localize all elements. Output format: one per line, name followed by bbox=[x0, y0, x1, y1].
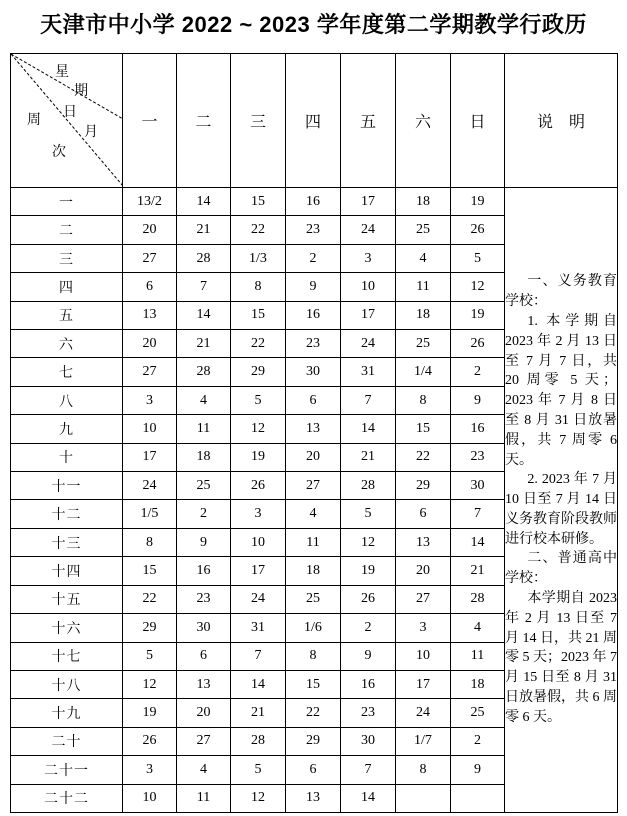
date-cell: 3 bbox=[396, 614, 451, 642]
date-cell: 2 bbox=[177, 500, 231, 528]
date-cell: 27 bbox=[123, 244, 177, 272]
date-cell: 13 bbox=[286, 784, 341, 812]
date-cell: 22 bbox=[231, 330, 286, 358]
date-cell: 20 bbox=[396, 557, 451, 585]
date-cell: 14 bbox=[177, 301, 231, 329]
date-cell: 15 bbox=[286, 670, 341, 698]
week-number-label: 七 bbox=[11, 358, 123, 386]
date-cell: 15 bbox=[396, 415, 451, 443]
notes-header: 说 明 bbox=[505, 54, 618, 188]
date-cell: 4 bbox=[451, 614, 505, 642]
date-cell: 30 bbox=[341, 727, 396, 755]
corner-cell bbox=[11, 54, 123, 188]
date-cell: 6 bbox=[286, 386, 341, 414]
date-cell: 24 bbox=[123, 472, 177, 500]
date-cell: 20 bbox=[286, 443, 341, 471]
date-cell: 1/4 bbox=[396, 358, 451, 386]
date-cell: 18 bbox=[396, 301, 451, 329]
week-number-label: 二十 bbox=[11, 727, 123, 755]
date-cell: 11 bbox=[396, 273, 451, 301]
date-cell: 6 bbox=[123, 273, 177, 301]
date-cell: 13 bbox=[286, 415, 341, 443]
date-cell: 3 bbox=[341, 244, 396, 272]
date-cell: 8 bbox=[286, 642, 341, 670]
date-cell: 2 bbox=[341, 614, 396, 642]
week-number-label: 四 bbox=[11, 273, 123, 301]
date-cell: 11 bbox=[286, 528, 341, 556]
notes-cell bbox=[505, 188, 618, 813]
date-cell: 15 bbox=[231, 188, 286, 216]
week-number-label: 十二 bbox=[11, 500, 123, 528]
week-number-label: 二十一 bbox=[11, 756, 123, 784]
week-number-label: 三 bbox=[11, 244, 123, 272]
corner-label-week-char: 次 bbox=[52, 145, 66, 160]
date-cell: 1/6 bbox=[286, 614, 341, 642]
date-cell: 21 bbox=[177, 216, 231, 244]
date-cell: 8 bbox=[396, 756, 451, 784]
date-cell: 26 bbox=[123, 727, 177, 755]
date-cell: 22 bbox=[286, 699, 341, 727]
date-cell: 28 bbox=[177, 358, 231, 386]
date-cell: 22 bbox=[396, 443, 451, 471]
date-cell: 1/5 bbox=[123, 500, 177, 528]
date-cell: 12 bbox=[231, 415, 286, 443]
week-number-label: 十 bbox=[11, 443, 123, 471]
date-cell: 19 bbox=[231, 443, 286, 471]
week-number-label: 二 bbox=[11, 216, 123, 244]
page-title: 天津市中小学 2022 ~ 2023 学年度第二学期教学行政历 bbox=[40, 12, 587, 37]
date-cell: 9 bbox=[451, 386, 505, 414]
date-cell: 14 bbox=[341, 784, 396, 812]
date-cell: 7 bbox=[231, 642, 286, 670]
day-header-tue: 二 bbox=[177, 54, 231, 188]
date-cell: 30 bbox=[286, 358, 341, 386]
date-cell: 12 bbox=[231, 784, 286, 812]
date-cell: 26 bbox=[231, 472, 286, 500]
corner-label-date-char: 月 bbox=[84, 125, 98, 140]
date-cell: 24 bbox=[396, 699, 451, 727]
date-cell: 13 bbox=[396, 528, 451, 556]
date-cell: 18 bbox=[396, 188, 451, 216]
date-cell: 25 bbox=[451, 699, 505, 727]
date-cell: 26 bbox=[451, 216, 505, 244]
date-cell: 3 bbox=[231, 500, 286, 528]
date-cell: 25 bbox=[286, 585, 341, 613]
day-header-sat: 六 bbox=[396, 54, 451, 188]
corner-label-weekday-char: 星 bbox=[55, 65, 69, 80]
date-cell: 19 bbox=[341, 557, 396, 585]
date-cell: 20 bbox=[123, 330, 177, 358]
day-header-wed: 三 bbox=[231, 54, 286, 188]
date-cell: 26 bbox=[451, 330, 505, 358]
week-number-label: 十五 bbox=[11, 585, 123, 613]
date-cell: 27 bbox=[123, 358, 177, 386]
header-row bbox=[11, 54, 618, 188]
date-cell: 25 bbox=[396, 216, 451, 244]
date-cell: 3 bbox=[123, 386, 177, 414]
date-cell bbox=[396, 784, 451, 812]
date-cell: 30 bbox=[451, 472, 505, 500]
date-cell: 4 bbox=[396, 244, 451, 272]
note-paragraph: 2. 2023 年 7 月 10 日至 7 月 14 日义务教育阶段教师进行校本研修。 bbox=[505, 472, 617, 547]
date-cell: 16 bbox=[341, 670, 396, 698]
date-cell: 31 bbox=[341, 358, 396, 386]
date-cell: 1/3 bbox=[231, 244, 286, 272]
date-cell: 8 bbox=[396, 386, 451, 414]
week-number-label: 十四 bbox=[11, 557, 123, 585]
date-cell: 25 bbox=[396, 330, 451, 358]
date-cell: 10 bbox=[396, 642, 451, 670]
date-cell: 19 bbox=[451, 188, 505, 216]
date-cell: 23 bbox=[451, 443, 505, 471]
date-cell: 21 bbox=[177, 330, 231, 358]
date-cell: 23 bbox=[286, 216, 341, 244]
date-cell: 29 bbox=[396, 472, 451, 500]
date-cell: 17 bbox=[396, 670, 451, 698]
date-cell: 11 bbox=[177, 784, 231, 812]
date-cell: 9 bbox=[177, 528, 231, 556]
date-cell: 7 bbox=[451, 500, 505, 528]
date-cell: 5 bbox=[231, 756, 286, 784]
date-cell: 27 bbox=[177, 727, 231, 755]
date-cell: 6 bbox=[396, 500, 451, 528]
date-cell: 8 bbox=[231, 273, 286, 301]
date-cell: 10 bbox=[123, 784, 177, 812]
calendar-week-row bbox=[11, 188, 618, 216]
date-cell: 12 bbox=[123, 670, 177, 698]
date-cell: 4 bbox=[177, 386, 231, 414]
note-paragraph: 一、义务教育学校： bbox=[505, 274, 617, 310]
date-cell: 21 bbox=[231, 699, 286, 727]
date-cell: 28 bbox=[451, 585, 505, 613]
date-cell: 6 bbox=[177, 642, 231, 670]
week-number-label: 十九 bbox=[11, 699, 123, 727]
date-cell: 14 bbox=[341, 415, 396, 443]
date-cell: 7 bbox=[341, 756, 396, 784]
date-cell: 2 bbox=[451, 727, 505, 755]
date-cell: 9 bbox=[286, 273, 341, 301]
date-cell: 15 bbox=[123, 557, 177, 585]
day-header-fri: 五 bbox=[341, 54, 396, 188]
week-number-label: 十三 bbox=[11, 528, 123, 556]
date-cell: 1/7 bbox=[396, 727, 451, 755]
date-cell: 21 bbox=[341, 443, 396, 471]
week-number-label: 十一 bbox=[11, 472, 123, 500]
date-cell: 16 bbox=[451, 415, 505, 443]
date-cell: 29 bbox=[286, 727, 341, 755]
date-cell: 9 bbox=[341, 642, 396, 670]
date-cell: 5 bbox=[451, 244, 505, 272]
note-paragraph: 1. 本学期自 2023 年 2 月 13 日至 7 月 7 日，共 20 周零 5 天；2023 年 7 月 8 日至 8 月 31 日放暑假，共 7 周零 6 天。 bbox=[505, 313, 617, 468]
corner-label-week-char: 周 bbox=[27, 113, 41, 128]
date-cell: 18 bbox=[177, 443, 231, 471]
note-paragraph: 本学期自 2023 年 2 月 13 日至 7 月 14 日，共 21 周零 5 天；2023 年 7 月 15 日至 8 月 31 日放暑假，共 6 周零 6 天。 bbox=[505, 591, 617, 725]
week-number-label: 一 bbox=[11, 188, 123, 216]
date-cell: 16 bbox=[286, 188, 341, 216]
calendar-table bbox=[10, 53, 618, 813]
date-cell: 20 bbox=[177, 699, 231, 727]
date-cell: 25 bbox=[177, 472, 231, 500]
date-cell: 14 bbox=[451, 528, 505, 556]
date-cell: 22 bbox=[123, 585, 177, 613]
date-cell: 17 bbox=[341, 301, 396, 329]
date-cell: 13 bbox=[123, 301, 177, 329]
date-cell: 28 bbox=[177, 244, 231, 272]
date-cell: 18 bbox=[451, 670, 505, 698]
corner-label-date-char: 日 bbox=[63, 105, 77, 120]
date-cell: 2 bbox=[451, 358, 505, 386]
week-number-label: 十八 bbox=[11, 670, 123, 698]
date-cell: 24 bbox=[231, 585, 286, 613]
date-cell: 30 bbox=[177, 614, 231, 642]
date-cell: 26 bbox=[341, 585, 396, 613]
date-cell: 15 bbox=[231, 301, 286, 329]
date-cell: 23 bbox=[341, 699, 396, 727]
date-cell: 7 bbox=[341, 386, 396, 414]
date-cell: 10 bbox=[231, 528, 286, 556]
date-cell: 17 bbox=[123, 443, 177, 471]
date-cell bbox=[451, 784, 505, 812]
week-number-label: 八 bbox=[11, 386, 123, 414]
date-cell: 9 bbox=[451, 756, 505, 784]
week-number-label: 十六 bbox=[11, 614, 123, 642]
corner-label-weekday-char: 期 bbox=[74, 84, 88, 99]
date-cell: 3 bbox=[123, 756, 177, 784]
date-cell: 24 bbox=[341, 216, 396, 244]
date-cell: 21 bbox=[451, 557, 505, 585]
date-cell: 24 bbox=[341, 330, 396, 358]
week-number-label: 六 bbox=[11, 330, 123, 358]
date-cell: 13 bbox=[177, 670, 231, 698]
date-cell: 23 bbox=[177, 585, 231, 613]
week-number-label: 二十二 bbox=[11, 784, 123, 812]
week-number-label: 五 bbox=[11, 301, 123, 329]
date-cell: 28 bbox=[341, 472, 396, 500]
day-header-thu: 四 bbox=[286, 54, 341, 188]
date-cell: 12 bbox=[341, 528, 396, 556]
date-cell: 17 bbox=[341, 188, 396, 216]
date-cell: 5 bbox=[123, 642, 177, 670]
date-cell: 7 bbox=[177, 273, 231, 301]
day-header-sun: 日 bbox=[451, 54, 505, 188]
date-cell: 28 bbox=[231, 727, 286, 755]
date-cell: 31 bbox=[231, 614, 286, 642]
date-cell: 23 bbox=[286, 330, 341, 358]
week-number-label: 九 bbox=[11, 415, 123, 443]
date-cell: 20 bbox=[123, 216, 177, 244]
date-cell: 16 bbox=[286, 301, 341, 329]
date-cell: 5 bbox=[231, 386, 286, 414]
date-cell: 4 bbox=[286, 500, 341, 528]
date-cell: 17 bbox=[231, 557, 286, 585]
date-cell: 12 bbox=[451, 273, 505, 301]
date-cell: 6 bbox=[286, 756, 341, 784]
date-cell: 8 bbox=[123, 528, 177, 556]
date-cell: 11 bbox=[177, 415, 231, 443]
date-cell: 16 bbox=[177, 557, 231, 585]
date-cell: 11 bbox=[451, 642, 505, 670]
date-cell: 27 bbox=[286, 472, 341, 500]
day-header-mon: 一 bbox=[123, 54, 177, 188]
date-cell: 14 bbox=[231, 670, 286, 698]
date-cell: 10 bbox=[341, 273, 396, 301]
date-cell: 5 bbox=[341, 500, 396, 528]
date-cell: 29 bbox=[123, 614, 177, 642]
date-cell: 14 bbox=[177, 188, 231, 216]
date-cell: 13/2 bbox=[123, 188, 177, 216]
date-cell: 2 bbox=[286, 244, 341, 272]
date-cell: 29 bbox=[231, 358, 286, 386]
date-cell: 4 bbox=[177, 756, 231, 784]
note-paragraph: 二、普通高中学校： bbox=[505, 551, 617, 587]
date-cell: 27 bbox=[396, 585, 451, 613]
date-cell: 10 bbox=[123, 415, 177, 443]
date-cell: 22 bbox=[231, 216, 286, 244]
date-cell: 18 bbox=[286, 557, 341, 585]
date-cell: 19 bbox=[123, 699, 177, 727]
week-number-label: 十七 bbox=[11, 642, 123, 670]
date-cell: 19 bbox=[451, 301, 505, 329]
